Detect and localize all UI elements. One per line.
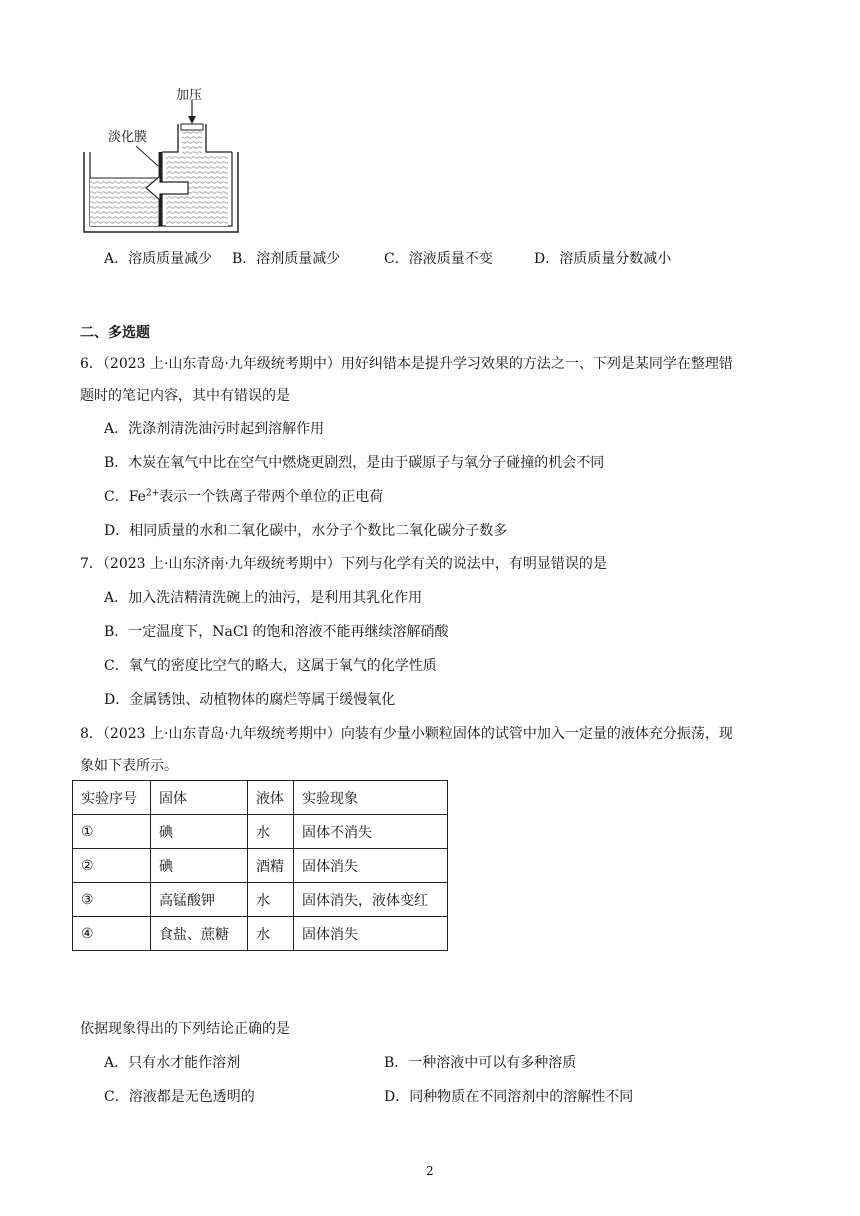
table-cell: ① <box>73 815 151 849</box>
q6-option-c <box>104 486 383 506</box>
table-cell: 固体不消失 <box>294 815 448 849</box>
table-cell: 固体消失，液体变红 <box>294 883 448 917</box>
q6-option-c-post: 表示一个铁离子带两个单位的正电荷 <box>159 489 384 505</box>
membrane-label: 淡化膜 <box>108 130 148 145</box>
table-cell: ② <box>73 849 151 883</box>
q8-stem-2: 依据现象得出的下列结论正确的是 <box>80 1021 290 1037</box>
q8-stem-line1: 8．（2023 上·山东青岛·九年级统考期中）向装有少量小颗粒固体的试管中加入一定量的液体充分振荡，现 <box>80 726 733 742</box>
table-cell: 水 <box>248 883 294 917</box>
table-header-cell: 固体 <box>151 781 248 815</box>
q6-option-c-pre: C．Fe <box>104 489 146 505</box>
table-row <box>73 849 448 883</box>
membrane-diagram <box>78 80 248 240</box>
q6-option-c-charge: 2+ <box>145 488 160 499</box>
q6-option-b: B．木炭在氧气中比在空气中燃烧更剧烈，是由于碳原子与氧分子碰撞的机会不同 <box>104 455 605 471</box>
q8-option-c: C．溶液都是无色透明的 <box>104 1089 255 1105</box>
table-cell: 碘 <box>151 815 248 849</box>
q7-option-a: A．加入洗洁精清洗碗上的油污，是利用其乳化作用 <box>104 590 423 606</box>
table-cell: 酒精 <box>248 849 294 883</box>
table-cell: 碘 <box>151 849 248 883</box>
q6-stem-line1: 6．（2023 上·山东青岛·九年级统考期中）用好纠错本是提升学习效果的方法之一、下列是某同学在整理错 <box>80 356 733 372</box>
q7-option-d: D．金属锈蚀、动植物体的腐烂等属于缓慢氧化 <box>104 692 396 708</box>
q5-option-a: A．溶质质量减少 <box>104 251 213 267</box>
q8-stem-line2: 象如下表所示。 <box>80 758 178 774</box>
q7-option-c: C．氧气的密度比空气的略大，这属于氧气的化学性质 <box>104 658 437 674</box>
table-row <box>73 883 448 917</box>
q5-option-c: C．溶液质量不变 <box>384 251 493 267</box>
q8-option-d: D．同种物质在不同溶剂中的溶解性不同 <box>384 1089 634 1105</box>
q7-option-b: B．一定温度下，NaCl 的饱和溶液不能再继续溶解硝酸 <box>104 624 449 640</box>
table-header-cell: 实验现象 <box>294 781 448 815</box>
q7-stem: 7．（2023 上·山东济南·九年级统考期中）下列与化学有关的说法中，有明显错误的是 <box>80 556 607 572</box>
membrane-diagram-svg <box>78 80 248 240</box>
table-header-cell: 实验序号 <box>73 781 151 815</box>
q6-option-d: D．相同质量的水和二氧化碳中，水分子个数比二氧化碳分子数多 <box>104 523 508 539</box>
section-title: 二、多选题 <box>80 325 150 341</box>
experiment-table <box>72 780 448 951</box>
table-row <box>73 815 448 849</box>
table-cell: 食盐、蔗糖 <box>151 917 248 951</box>
table-cell: ③ <box>73 883 151 917</box>
q5-option-d: D．溶质质量分数减小 <box>534 251 672 267</box>
pressure-label: 加压 <box>176 88 203 103</box>
page-number: 2 <box>426 1164 434 1178</box>
table-cell: 固体消失 <box>294 917 448 951</box>
q5-option-b: B．溶剂质量减少 <box>232 251 341 267</box>
table-cell: 水 <box>248 815 294 849</box>
table-cell: 水 <box>248 917 294 951</box>
table-header-row <box>73 781 448 815</box>
q6-stem-line2: 题时的笔记内容，其中有错误的是 <box>80 388 290 404</box>
table-cell: 固体消失 <box>294 849 448 883</box>
q8-option-b: B．一种溶液中可以有多种溶质 <box>384 1055 577 1071</box>
table-cell: ④ <box>73 917 151 951</box>
table-header-cell: 液体 <box>248 781 294 815</box>
q8-option-a: A．只有水才能作溶剂 <box>104 1055 241 1071</box>
table-cell: 高锰酸钾 <box>151 883 248 917</box>
table-row <box>73 917 448 951</box>
q6-option-a: A．洗涤剂清洗油污时起到溶解作用 <box>104 421 325 437</box>
